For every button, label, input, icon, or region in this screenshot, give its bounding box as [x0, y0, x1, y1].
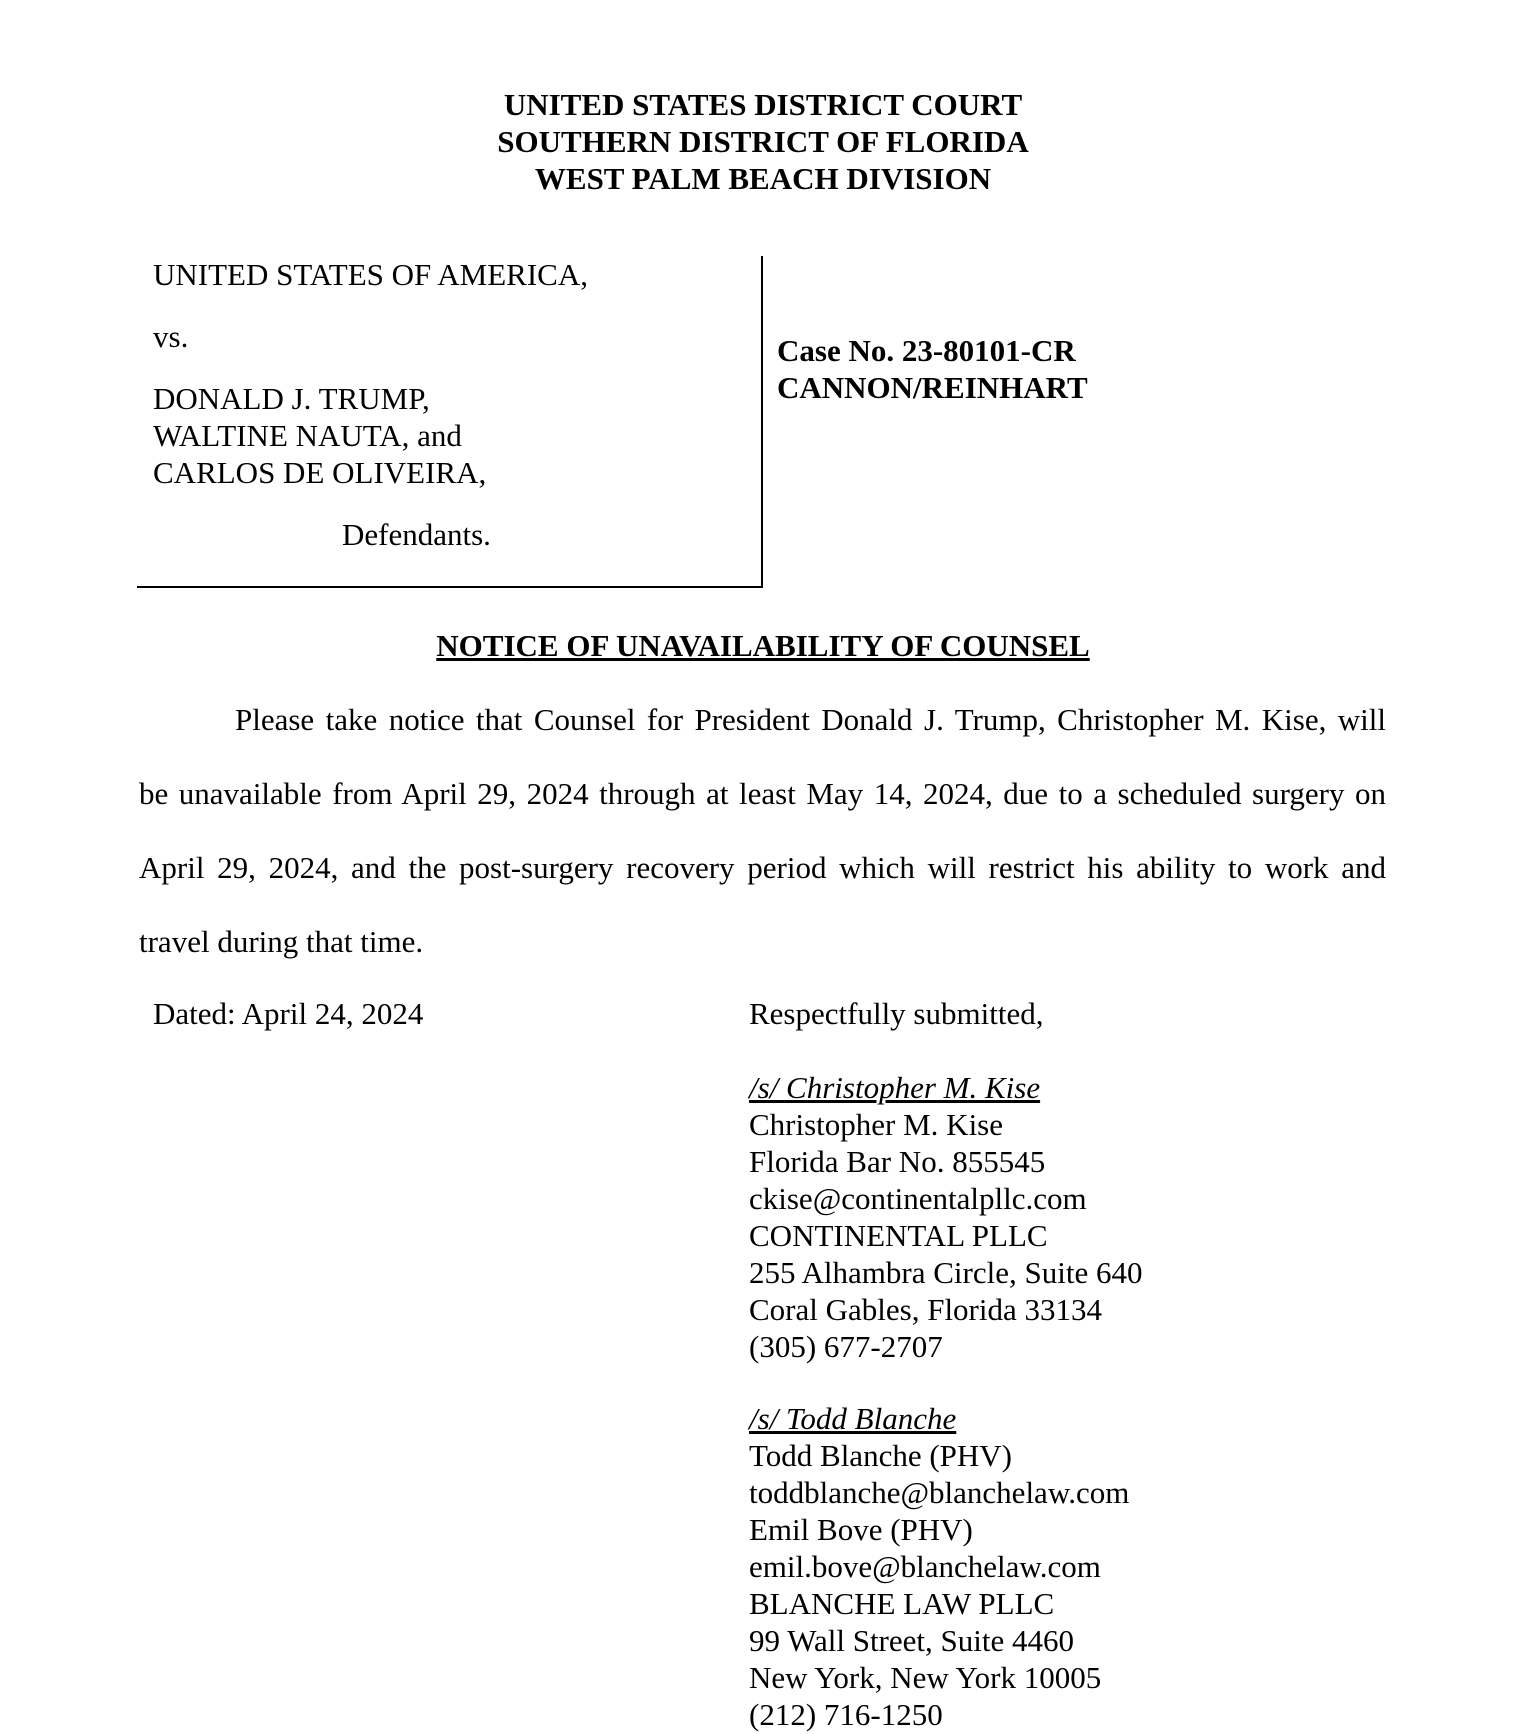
signature-block-kise — [749, 1069, 1142, 1365]
blanche-email: toddblanche@blanchelaw.com — [749, 1475, 1130, 1510]
notice-line-4: travel during that time. — [139, 924, 424, 959]
bove-email: emil.bove@blanchelaw.com — [749, 1549, 1101, 1584]
dated: Dated: April 24, 2024 — [153, 996, 424, 1031]
versus: vs. — [153, 319, 189, 354]
signature-closing: Respectfully submitted, — [749, 996, 1044, 1031]
caption-horizontal-rule — [137, 586, 763, 588]
kise-bar-number: Florida Bar No. 855545 — [749, 1144, 1046, 1179]
notice-line-2: be unavailable from April 29, 2024 through at least May 14, 2024, due to a scheduled surgery on — [139, 776, 1386, 811]
defendant-3: CARLOS DE OLIVEIRA, — [153, 455, 487, 490]
notice-line-1: Please take notice that Counsel for President Donald J. Trump, Christopher M. Kise, will — [235, 702, 1386, 737]
court-name: UNITED STATES DISTRICT COURT — [503, 87, 1023, 122]
blanche-address-street: 99 Wall Street, Suite 4460 — [749, 1623, 1074, 1658]
blanche-name: Todd Blanche (PHV) — [749, 1438, 1013, 1473]
caption-vertical-rule — [761, 256, 763, 588]
kise-name: Christopher M. Kise — [749, 1107, 1004, 1142]
bove-name: Emil Bove (PHV) — [749, 1512, 973, 1547]
court-division: WEST PALM BEACH DIVISION — [534, 161, 992, 196]
blanche-address-city: New York, New York 10005 — [749, 1660, 1102, 1695]
case-info — [777, 332, 1088, 406]
signature-blanche: /s/ Todd Blanche — [749, 1401, 957, 1436]
judges: CANNON/REINHART — [777, 370, 1088, 405]
blanche-phone: (212) 716-1250 — [749, 1697, 943, 1732]
kise-address-city: Coral Gables, Florida 33134 — [749, 1292, 1103, 1327]
kise-phone: (305) 677-2707 — [749, 1329, 943, 1364]
notice-title: NOTICE OF UNAVAILABILITY OF COUNSEL — [436, 628, 1090, 663]
defendants-label: Defendants. — [342, 517, 491, 552]
signature-kise: /s/ Christopher M. Kise — [749, 1070, 1041, 1105]
court-header — [0, 86, 1526, 197]
kise-address-street: 255 Alhambra Circle, Suite 640 — [749, 1255, 1143, 1290]
plaintiff: UNITED STATES OF AMERICA, — [153, 257, 588, 292]
kise-email: ckise@continentalpllc.com — [749, 1181, 1087, 1216]
defendant-2: WALTINE NAUTA, and — [153, 418, 462, 453]
court-district: SOUTHERN DISTRICT OF FLORIDA — [497, 124, 1029, 159]
defendant-1: DONALD J. TRUMP, — [153, 381, 430, 416]
notice-line-3: April 29, 2024, and the post-surgery recovery period which will restrict his ability to work and — [139, 850, 1386, 885]
case-number: Case No. 23-80101-CR — [777, 333, 1076, 368]
signature-block-blanche — [749, 1400, 1129, 1733]
blanche-firm: BLANCHE LAW PLLC — [749, 1586, 1055, 1621]
kise-firm: CONTINENTAL PLLC — [749, 1218, 1048, 1253]
